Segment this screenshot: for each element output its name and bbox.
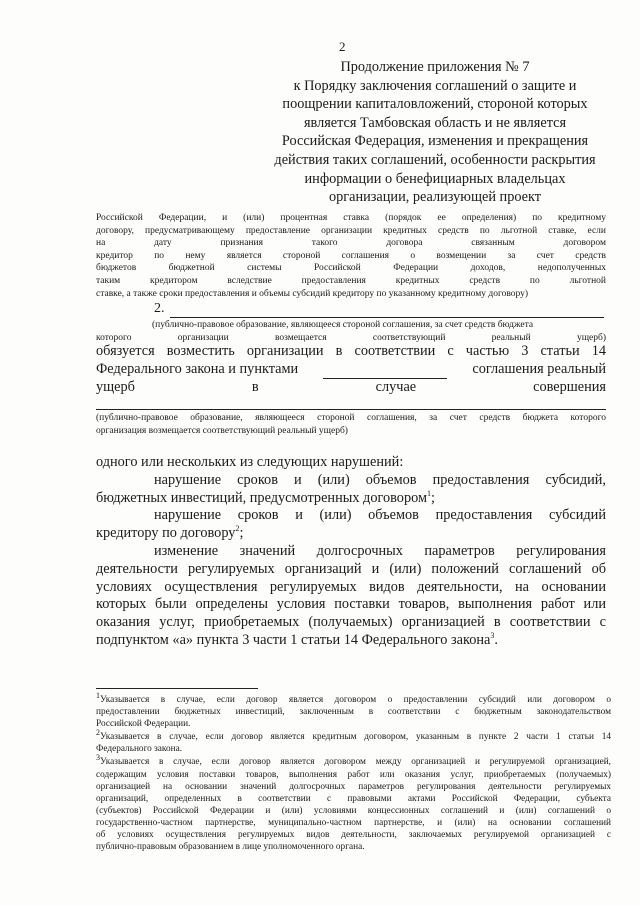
heading-line: Российская Федерация, изменения и прекращения bbox=[281, 133, 589, 150]
footnote-2 bbox=[96, 728, 611, 755]
caption-line: организация возмещается соответствующий реальный ущерб) bbox=[96, 425, 348, 436]
body-line: ущерб в случае совершения bbox=[96, 378, 606, 395]
footnote-line: (субъектов) Российской Федерации и (или) условиями концессионных соглашений и (или) соглашений о bbox=[96, 805, 611, 816]
intro-note bbox=[96, 212, 606, 300]
note-line: Российской Федерации, и (или) процентная ставка (порядок ее определения) по кредитному bbox=[96, 213, 606, 223]
body-line bbox=[96, 361, 606, 379]
footnote-3 bbox=[96, 753, 611, 853]
list-item-line: нарушение сроков и (или) объемов предоставления субсидий, bbox=[154, 471, 606, 488]
footnote-line bbox=[96, 690, 611, 706]
heading-line: Продолжение приложения № 7 bbox=[340, 59, 530, 75]
footnote-line: Федерального закона. bbox=[96, 744, 183, 755]
list-item-line: которых были определены условия поставки товаров, выполнения работ или bbox=[96, 596, 606, 613]
heading-line: действия таких соглашений, особенности раскрытия bbox=[274, 151, 596, 168]
violations-list bbox=[96, 454, 606, 650]
obligation-paragraph bbox=[96, 343, 606, 396]
fill-in-line bbox=[170, 317, 604, 318]
footnote-ref: 1 bbox=[427, 488, 432, 498]
appendix-heading bbox=[250, 58, 620, 207]
footnote-ref: 2 bbox=[235, 524, 240, 534]
list-item-line: деятельности регулируемых организаций и (или) положений соглашений об bbox=[96, 560, 606, 577]
list-item-line: нарушение сроков и (или) объемов предоставления субсидий bbox=[154, 507, 606, 524]
body-text: подпунктом «а» пункта 3 части 1 статьи 14 Федерального закона bbox=[96, 631, 491, 648]
footnote-text: Указывается в случае, если договор является договором между организацией и регулируемой организацией, bbox=[100, 757, 611, 768]
list-item-line bbox=[96, 490, 606, 508]
body-text: соглашения реальный bbox=[472, 360, 606, 377]
fill-in-line bbox=[96, 409, 606, 410]
footnote-mark: 1 bbox=[96, 690, 100, 700]
caption-line: (публично-правовое образование, являющееся стороной соглашения, за счет средств бюджета которого bbox=[96, 413, 606, 423]
footnote-line: содержащим условия поставки товаров, выполнения работ или оказания услуг, приобретаемых (получаемых) bbox=[96, 769, 611, 780]
note-line: бюджетов бюджетной системы Российской Федерации доходов, недополученных bbox=[96, 263, 606, 274]
list-item-line: условиях осуществления регулируемых видов деятельности, на основании bbox=[96, 578, 606, 595]
footnote-line: предоставлении бюджетных инвестиций, заключенным в соответствии с бюджетным законодательством bbox=[96, 707, 611, 718]
page-number: 2 bbox=[339, 39, 346, 54]
punctuation: . bbox=[494, 631, 498, 648]
heading-line: является Тамбовская область и не является bbox=[303, 114, 567, 131]
footnote-ref: 3 bbox=[490, 631, 495, 641]
footnote-line bbox=[96, 753, 611, 768]
note-line: ставке, а также сроки предоставления и объемы субсидий кредитору по указанному кредитному договору) bbox=[96, 288, 529, 299]
note-line: таким кредитором вследствие предоставления кредитных средств по льготной bbox=[96, 275, 606, 286]
footnote-line: об условиях осуществления регулируемых видов деятельности, заключаемых регулируемой организацией с bbox=[96, 830, 611, 841]
heading-line: к Порядку заключения соглашений о защите и bbox=[293, 77, 577, 94]
body-text: бюджетных инвестиций, предусмотренных договором bbox=[96, 489, 428, 506]
caption-party bbox=[96, 412, 606, 437]
caption-line: которого организации возмещается соответствующий реальный ущерб) bbox=[96, 332, 606, 343]
footnote-mark: 3 bbox=[96, 753, 100, 763]
footnote-line: государственно-частном партнерстве, муниципально-частном партнерстве, и (или) на основании соглашений bbox=[96, 817, 611, 828]
note-line: договору, предусматривающему предоставление организации кредитных средств по льготной ставке, если bbox=[96, 225, 606, 236]
footnote-line: публично-правовым образованием в лице уполномоченного органа. bbox=[96, 842, 365, 853]
footnote-mark: 2 bbox=[96, 728, 100, 738]
body-text: Федерального закона и пунктами bbox=[96, 360, 299, 377]
footnote-line bbox=[96, 728, 611, 743]
caption-line: (публично-правовое образование, являющееся стороной соглашения, за счет средств бюджета bbox=[152, 320, 534, 330]
body-line: обязуется возместить организации в соответствии с частью 3 статьи 14 bbox=[96, 343, 606, 359]
punctuation: ; bbox=[431, 489, 435, 506]
note-line: на дату признания такого договора связанным договором bbox=[96, 238, 606, 249]
heading-line: организации, реализующей проект bbox=[328, 189, 542, 206]
list-item-line: изменение значений долгосрочных параметров регулирования bbox=[154, 542, 606, 559]
fill-in-line bbox=[323, 364, 447, 379]
list-item-line bbox=[96, 632, 606, 650]
punctuation: ; bbox=[239, 525, 244, 542]
list-item-line: оказания услуг, приобретаемых (получаемых) организацией в соответствии с bbox=[96, 614, 606, 631]
footnote-text: Указывается в случае, если договор является кредитным договором, указанным в пункте 2 части 1 статьи 14 bbox=[100, 732, 611, 743]
footnote-line: организацией на основании значений долгосрочных параметров регулирования деятельности регулируемых bbox=[96, 781, 611, 792]
footnotes bbox=[96, 690, 611, 854]
list-item-line bbox=[96, 525, 606, 543]
caption-party bbox=[96, 319, 606, 344]
item-number: 2. bbox=[154, 301, 165, 316]
footnote-line: организаций, определенных в соответствии с правовыми актами Российской Федерации, субъекта bbox=[96, 793, 611, 804]
heading-line: информации о бенефициарных владельцах bbox=[304, 170, 566, 187]
body-text: кредитору по договору bbox=[96, 525, 236, 542]
note-line: кредитор по нему является стороной соглашения о возмещении за счет средств bbox=[96, 250, 606, 261]
body-line: одного или нескольких из следующих нарушений: bbox=[96, 454, 404, 470]
footnote-separator bbox=[96, 688, 258, 689]
footnote-line: Российской Федерации. bbox=[96, 719, 191, 730]
footnote-1 bbox=[96, 690, 611, 730]
heading-line: поощрении капиталовложений, стороной которых bbox=[282, 96, 588, 113]
footnote-text: Указывается в случае, если договор является договором о предоставлении субсидий или договором о bbox=[100, 695, 611, 705]
